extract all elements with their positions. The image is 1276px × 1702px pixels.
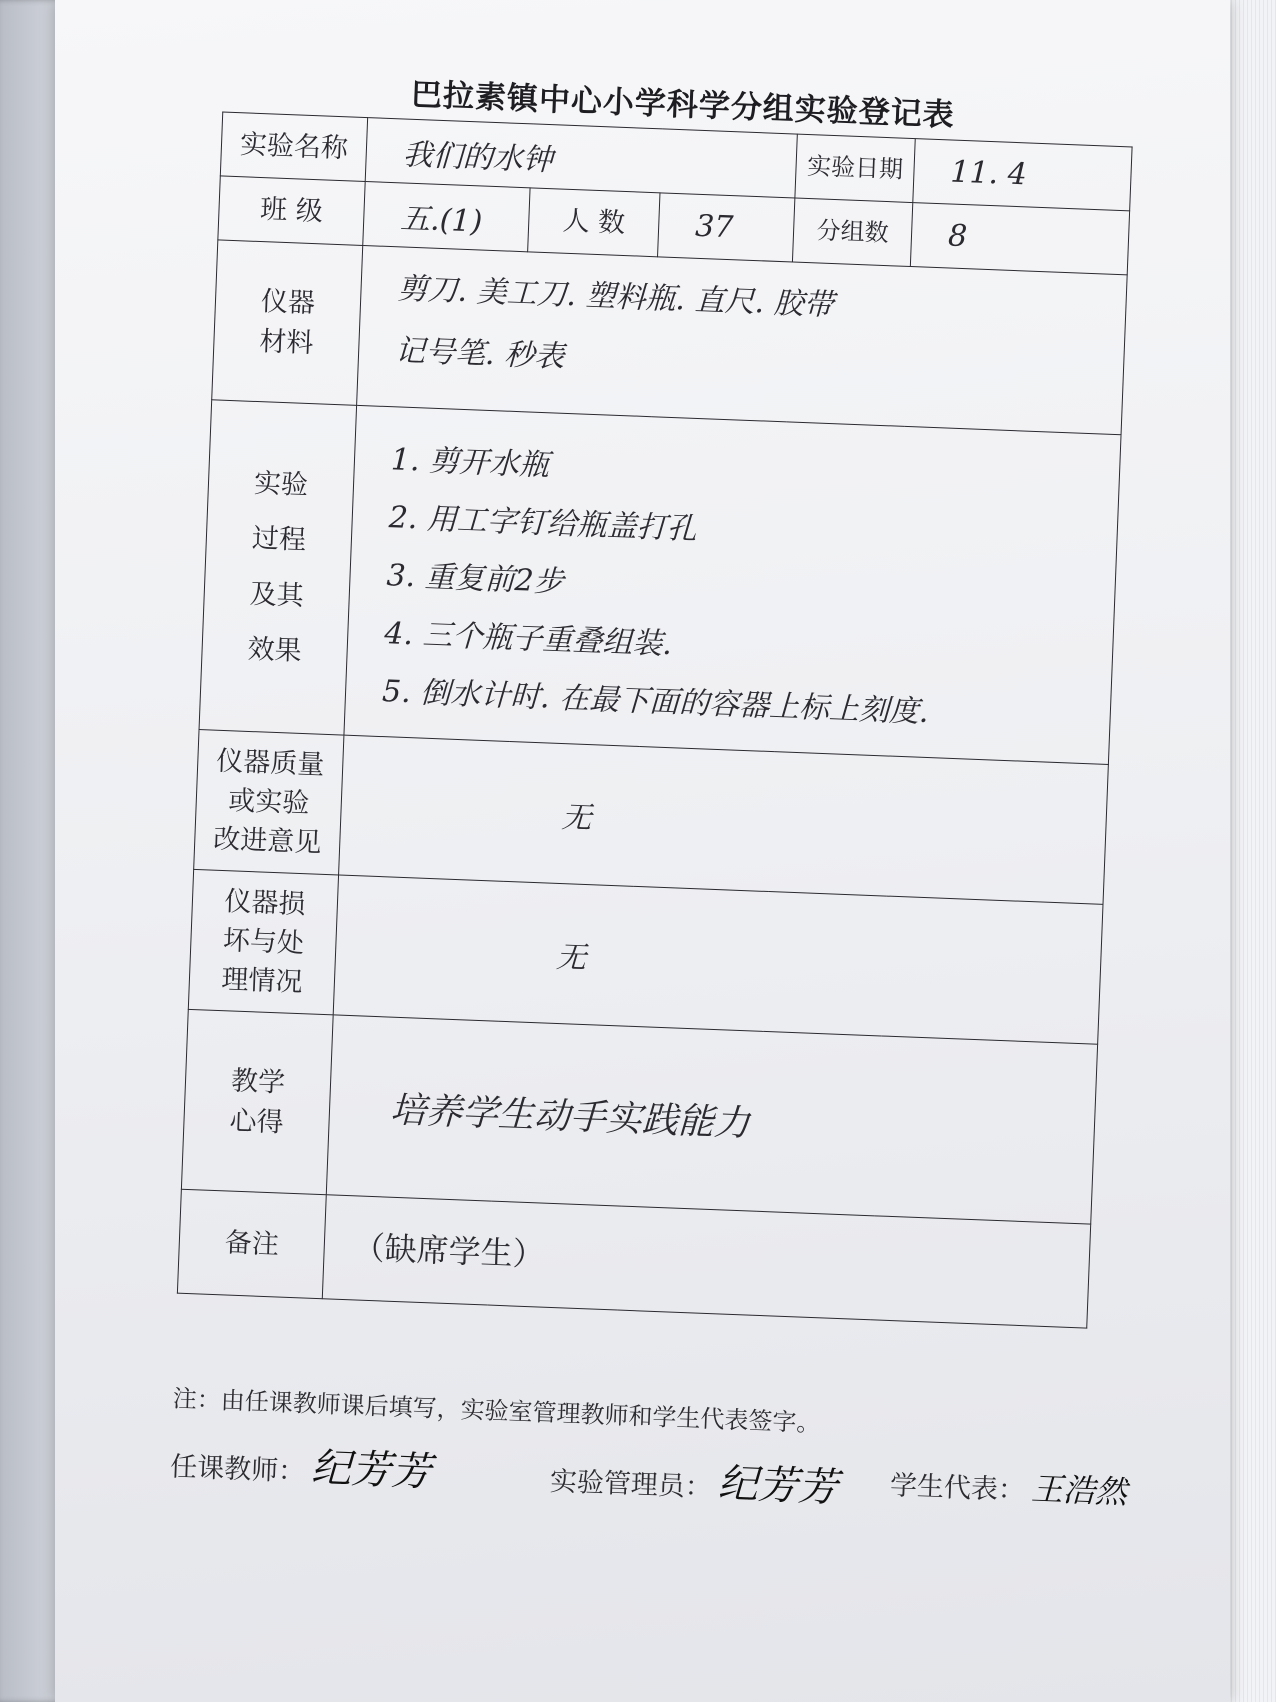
label-quality: 仪器质量 或实验 改进意见 [194,730,344,875]
form-title: 巴拉素镇中心小学科学分组实验登记表 [410,76,956,134]
label-people-count: 人 数 [528,188,660,257]
teacher-name: 纪芳芳 [310,1444,433,1496]
row-process [199,400,1121,765]
value-group-count: 8 [910,203,1129,275]
step-item: 2. 用工字钉给瓶盖打孔 [388,499,698,547]
value-teaching: 培养学生动手实践能力 [326,1015,1097,1224]
paper-sheet [55,0,1230,1702]
materials-line-2: 记号笔. 秒表 [394,333,565,375]
value-class: 五.(1) [363,182,530,252]
admin-signature [549,1445,839,1513]
step-item: 5. 倒水计时. 在最下面的容器上标上刻度. [381,673,930,730]
label-class: 班 级 [218,176,365,246]
label-materials: 仪器 材料 [212,240,363,405]
value-materials [357,245,1128,434]
admin-label: 实验管理员： [549,1466,713,1504]
label-experiment-date: 实验日期 [795,134,915,202]
label-process: 实验 过程 及其 效果 [199,400,357,735]
teacher-signature [169,1431,432,1498]
teacher-label: 任课教师： [169,1451,306,1488]
row-teaching [181,1009,1097,1224]
value-people-count: 37 [658,193,795,262]
student-signature [889,1458,1128,1513]
admin-name: 纪芳芳 [717,1460,839,1512]
step-item: 1. 剪开水瓶 [390,441,550,483]
value-experiment-date: 11. 4 [913,139,1132,211]
label-teaching: 教学 心得 [181,1009,333,1194]
registration-form [123,40,1184,1697]
form-notice: 注：由任课教师课后填写，实验室管理教师和学生代表签字。 [172,1384,821,1438]
value-quality: 无 [339,735,1109,904]
label-group-count: 分组数 [792,198,912,266]
value-experiment-name: 我们的水钟 [365,118,797,198]
label-experiment-name: 实验名称 [220,112,367,182]
step-item: 3. 重复前2步 [385,557,565,600]
label-damage: 仪器损 坏与处 理情况 [188,869,338,1014]
materials-line-1: 剪刀. 美工刀. 塑料瓶. 直尺. 胶带 [396,271,835,324]
form-table [177,111,1133,1328]
value-remarks: （缺席学生） [322,1195,1090,1328]
student-label: 学生代表： [889,1470,1026,1507]
value-process [344,405,1121,764]
step-item: 4. 三个瓶子重叠组装. [383,615,673,662]
value-damage: 无 [333,875,1103,1044]
student-name: 王浩然 [1030,1469,1128,1512]
label-remarks: 备注 [177,1189,326,1298]
